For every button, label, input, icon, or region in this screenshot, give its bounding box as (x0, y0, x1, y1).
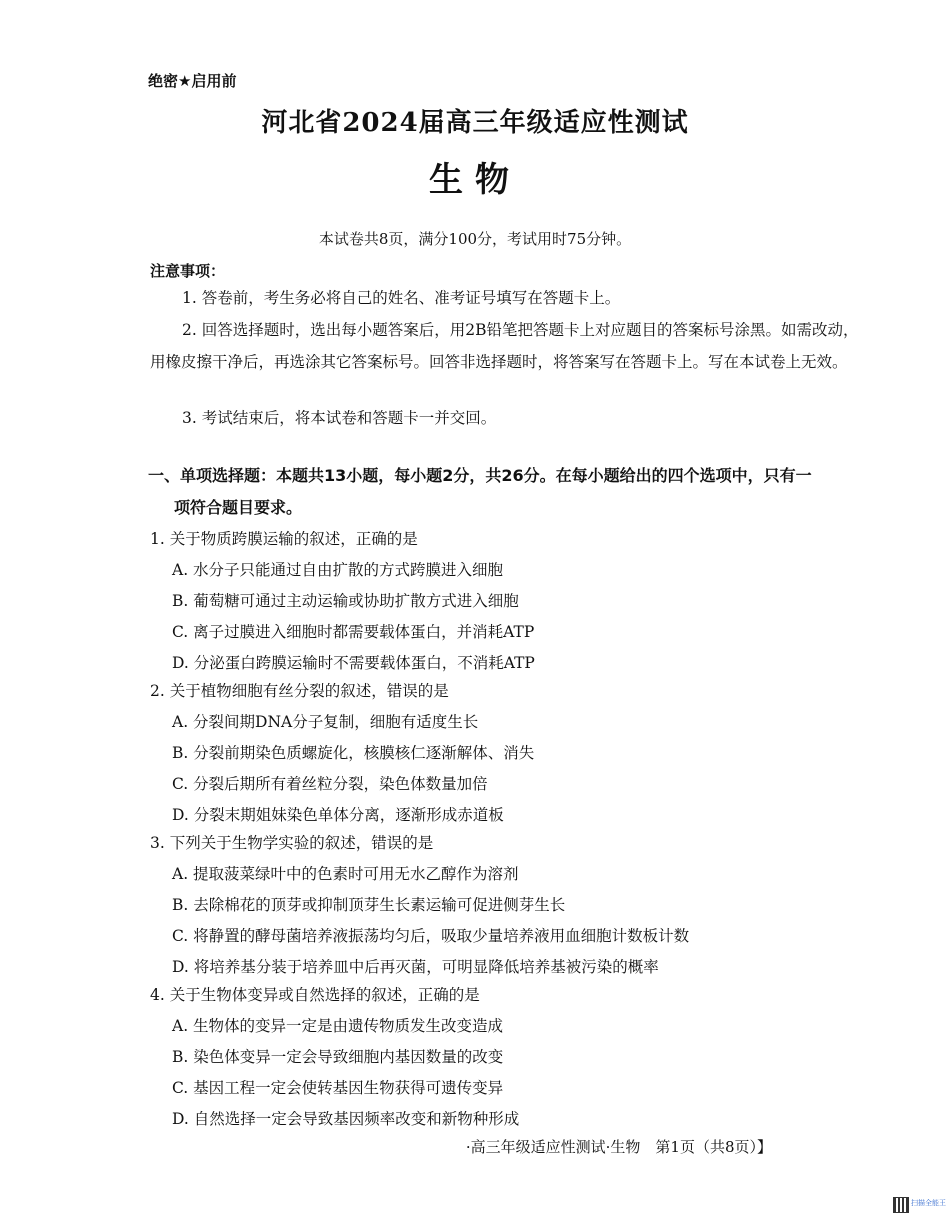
question-1-option-c: C. 离子过膜进入细胞时都需要载体蛋白，并消耗ATP (172, 623, 535, 641)
question-4-option-d: D. 自然选择一定会导致基因频率改变和新物种形成 (172, 1110, 520, 1128)
section-heading-line2: 项符合题目要求。 (174, 498, 303, 517)
scanner-watermark: 扫描全能王 (911, 1199, 946, 1207)
confidential-label: 绝密★启用前 (148, 72, 237, 90)
question-3-option-c: C. 将静置的酵母菌培养液振荡均匀后，吸取少量培养液用血细胞计数板计数 (172, 927, 690, 945)
section-heading (148, 460, 888, 524)
notice-item-3: 3. 考试结束后，将本试卷和答题卡一并交回。 (182, 409, 497, 427)
question-4-option-a: A. 生物体的变异一定是由遗传物质发生改变造成 (172, 1017, 504, 1035)
notice-item-2: 2. 回答选择题时，选出每小题答案后，用2B铅笔把答题卡上对应题目的答案标号涂黑。如需改动，用橡皮擦干净后，再选涂其它答案标号。回答非选择题时，将答案写在答题卡上。写在本试卷上无效。 (150, 321, 859, 371)
question-4-option-b: B. 染色体变异一定会导致细胞内基因数量的改变 (172, 1048, 504, 1066)
section-heading-line1: 一、单项选择题：本题共13小题，每小题2分，共26分。在每小题给出的四个选项中，只有一 (148, 466, 812, 485)
notice-title: 注意事项： (150, 262, 226, 280)
question-2-option-b: B. 分裂前期染色质螺旋化，核膜核仁逐渐解体、消失 (172, 744, 535, 762)
question-1-option-b: B. 葡萄糖可通过主动运输或协助扩散方式进入细胞 (172, 592, 519, 610)
exam-info: 本试卷共8页，满分100分，考试用时75分钟。 (318, 230, 632, 248)
notice-item-1: 1. 答卷前，考生务必将自己的姓名、准考证号填写在答题卡上。 (182, 289, 621, 307)
question-2-option-a: A. 分裂间期DNA分子复制，细胞有适度生长 (172, 713, 479, 731)
page-footer: ·高三年级适应性测试·生物 第1页（共8页）】 (465, 1138, 772, 1156)
question-3-option-d: D. 将培养基分装于培养皿中后再灭菌，可明显降低培养基被污染的概率 (172, 958, 659, 976)
question-2-option-d: D. 分裂末期姐妹染色单体分离，逐渐形成赤道板 (172, 806, 504, 824)
qr-code-icon (893, 1197, 909, 1213)
question-2-option-c: C. 分裂后期所有着丝粒分裂，染色体数量加倍 (172, 775, 488, 793)
subject-title: 生物 (429, 160, 521, 200)
exam-title: 河北省2024届高三年级适应性测试 (261, 108, 689, 138)
question-3-option-b: B. 去除棉花的顶芽或抑制顶芽生长素运输可促进侧芽生长 (172, 896, 566, 914)
question-2-stem: 2. 关于植物细胞有丝分裂的叙述，错误的是 (150, 682, 449, 700)
question-1-option-a: A. 水分子只能通过自由扩散的方式跨膜进入细胞 (172, 561, 504, 579)
question-4-stem: 4. 关于生物体变异或自然选择的叙述，正确的是 (150, 986, 480, 1004)
question-1-option-d: D. 分泌蛋白跨膜运输时不需要载体蛋白，不消耗ATP (172, 654, 535, 672)
question-3-stem: 3. 下列关于生物学实验的叙述，错误的是 (150, 834, 434, 852)
question-1-stem: 1. 关于物质跨膜运输的叙述，正确的是 (150, 530, 418, 548)
question-4-option-c: C. 基因工程一定会使转基因生物获得可遗传变异 (172, 1079, 504, 1097)
question-3-option-a: A. 提取菠菜绿叶中的色素时可用无水乙醇作为溶剂 (172, 865, 519, 883)
